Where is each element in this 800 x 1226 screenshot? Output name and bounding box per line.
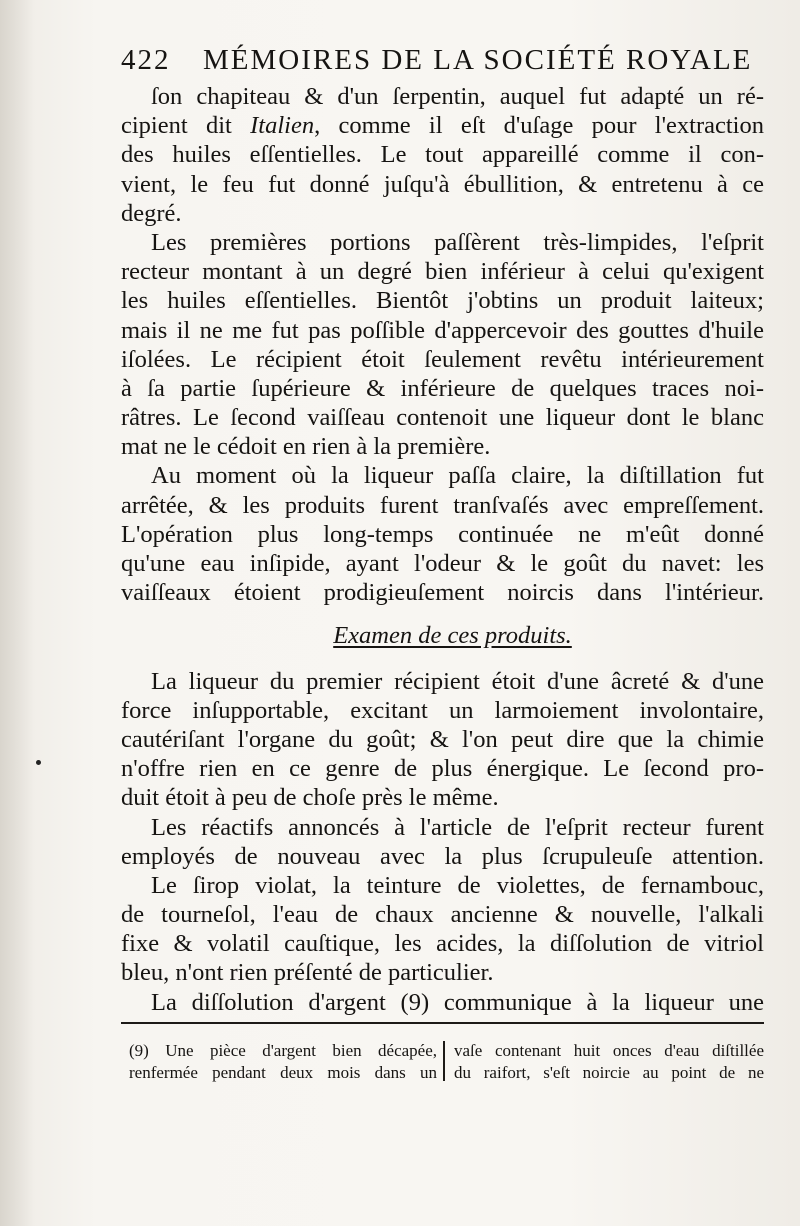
footnote-rule: [121, 1022, 764, 1024]
footnote-line: du raifort, s'eſt noircie au point de ne: [454, 1063, 764, 1082]
text-line: arrêtée, & les produits furent tranſvaſés avec empreſſement.: [121, 491, 764, 519]
text-line: duit étoit à peu de choſe près le même.: [121, 784, 499, 812]
text-line: des huiles eſſentielles. Le tout appareillé comme il con-: [121, 141, 764, 169]
page-number: 422: [121, 44, 171, 76]
text-line: bleu, n'ont rien préſenté de particulier.: [121, 959, 494, 987]
paragraph: [121, 667, 764, 813]
paragraph: [121, 813, 764, 871]
text-line: Au moment où la liqueur paſſa claire, la diſtillation fut: [151, 462, 764, 490]
text-line: râtres. Le ſecond vaiſſeau contenoit une liqueur dont le blanc: [121, 404, 764, 432]
footnote-left-column: [129, 1040, 437, 1084]
text-line: mais il ne me fut pas poſſible d'appercevoir des gouttes d'huile: [121, 316, 764, 344]
text-line: La liqueur du premier récipient étoit d'une âcreté & d'une: [151, 667, 764, 695]
main-text: [121, 82, 764, 1017]
text-line: qu'une eau inſipide, ayant l'odeur & le goût du navet: les: [121, 550, 764, 577]
text-line: employés de nouveau avec la plus ſcrupuleuſe attention.: [121, 842, 764, 870]
text-line: Les premières portions paſſèrent très-limpides, l'eſprit: [151, 228, 764, 256]
text-line: iſolées. Le récipient étoit ſeulement revêtu intérieurement: [121, 345, 764, 373]
text-line: les huiles eſſentielles. Bientôt j'obtins un produit laiteux;: [121, 287, 764, 315]
text-line: force inſupportable, excitant un larmoiement involontaire,: [121, 696, 764, 724]
footnote-line: vaſe contenant huit onces d'eau diſtillée: [454, 1041, 764, 1060]
paragraph: [121, 461, 764, 607]
text-line: La diſſolution d'argent (9) communique à la liqueur une: [151, 988, 764, 1016]
text-line: recteur montant à un degré bien inférieur à celui qu'exigent: [121, 258, 764, 286]
text-line: n'offre rien en ce genre de plus énergique. Le ſecond pro-: [121, 755, 764, 783]
ink-spot: [36, 760, 41, 765]
paragraph: [121, 988, 764, 1017]
text-line: L'opération plus long-temps continuée ne m'eût donné: [121, 520, 764, 548]
text-line: Le ſirop violat, la teinture de violettes, de fernambouc,: [151, 871, 764, 899]
text-line: ſon chapiteau & d'un ſerpentin, auquel fut adapté un ré-: [151, 83, 764, 110]
section-heading: [121, 621, 764, 650]
footnote-column-divider: [443, 1041, 445, 1081]
running-title: MÉMOIRES DE LA SOCIÉTÉ ROYALE: [203, 44, 753, 76]
page-gutter-shadow: [0, 0, 34, 1226]
text-line: fixe & volatil cauſtique, les acides, la diſſolution de vitriol: [121, 930, 764, 958]
footnote-line: (9) Une pièce d'argent bien décapée,: [129, 1041, 437, 1060]
text-line: de tourneſol, l'eau de chaux ancienne & nouvelle, l'alkali: [121, 901, 764, 929]
text-line: mat ne le cédoit en rien à la première.: [121, 433, 491, 461]
footnote-line: renfermée pendant deux mois dans un: [129, 1063, 437, 1082]
text-line: vient, le feu fut donné juſqu'à ébullition, & entretenu à ce: [121, 170, 764, 198]
paragraph: [121, 871, 764, 988]
paragraph: [121, 228, 764, 462]
text-line: à ſa partie ſupérieure & inférieure de quelques traces noi-: [121, 374, 764, 402]
text-line: cipient dit Italien, comme il eſt d'uſage pour l'extraction: [121, 112, 764, 140]
text-line: degré.: [121, 199, 182, 227]
text-line: vaiſſeaux étoient prodigieuſement noircis dans l'intérieur.: [121, 579, 764, 607]
footnote-right-column: [454, 1040, 764, 1084]
running-header: [121, 44, 753, 77]
text-line: cautériſant l'organe du goût; & l'on peut dire que la chimie: [121, 725, 764, 753]
paragraph: [121, 82, 764, 228]
section-heading-text: Examen de ces produits.: [333, 622, 572, 650]
text-line: Les réactifs annoncés à l'article de l'eſprit recteur furent: [151, 813, 764, 841]
